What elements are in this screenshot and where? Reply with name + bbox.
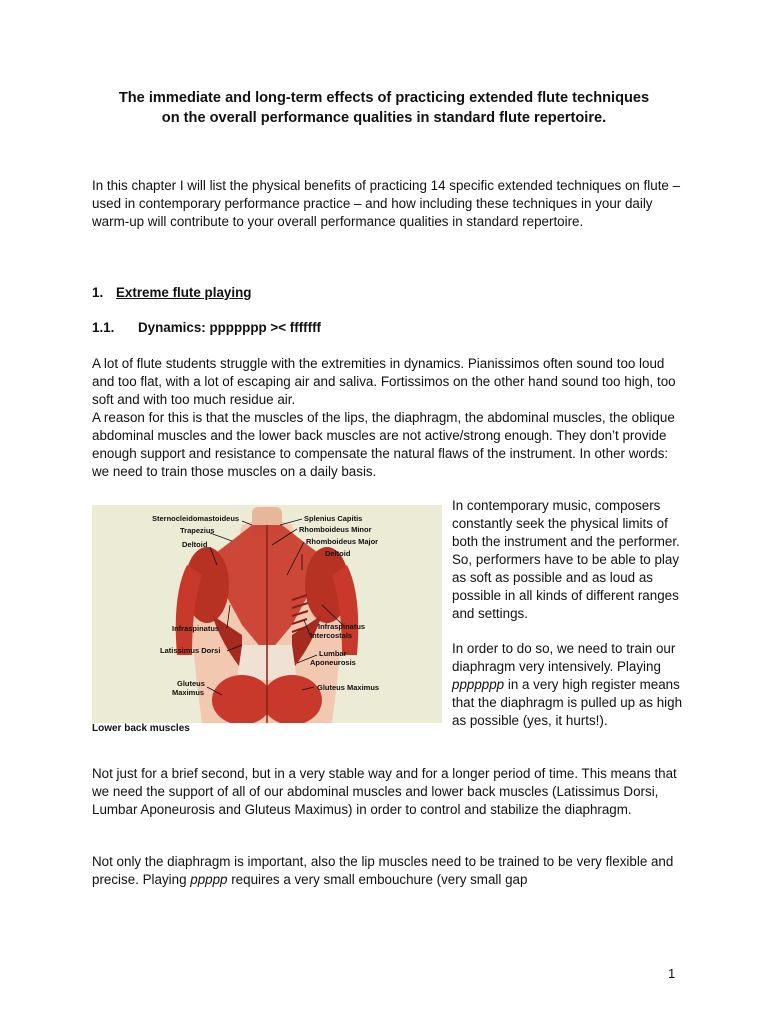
label-splenius: Splenius Capitis (304, 514, 363, 523)
side-paragraph-2-dynamic: ppppppp (452, 677, 505, 692)
label-deltoid-right: Deltoid (325, 549, 351, 558)
label-sternocleidomastoideus: Sternocleidomastoideus (152, 514, 240, 523)
label-gluteus-left-2: Maximus (172, 688, 205, 697)
label-infraspinatus-left: Infraspinatus (172, 624, 220, 633)
title-line-2: on the overall performance qualities in standard flute repertoire. (161, 110, 607, 126)
subsection-title: Dynamics: ppppppp >< fffffff (138, 320, 321, 335)
label-rhomboideus-minor: Rhomboideus Minor (299, 525, 372, 534)
label-gluteus-right: Gluteus Maximus (317, 683, 380, 692)
section-title: Extreme flute playing (116, 285, 252, 300)
lip-muscles-paragraph (92, 853, 682, 889)
label-rhomboideus-major: Rhomboideus Major (306, 537, 379, 546)
title-line-1: The immediate and long-term effects of practicing extended flute techniques (118, 90, 650, 106)
lip-muscles-dynamic: ppppp (190, 872, 228, 887)
label-lumbar-1: Lumbar (319, 649, 347, 658)
lip-muscles-post: requires a very small embouchure (very small gap (227, 872, 528, 887)
section-number: 1. (92, 285, 104, 300)
lip-muscles-pre: Not only the diaphragm is important, also the lip muscles need to be trained to be very flexible and precise. Playing (92, 854, 674, 887)
label-lumbar-2: Aponeurosis (310, 658, 356, 667)
section-heading-1 (92, 284, 251, 302)
label-infraspinatus-right: Infraspinatus (318, 622, 366, 631)
label-intercostals: Intercostals (310, 631, 353, 640)
side-paragraph-2-post: in a very high register means that the diaphragm is pulled up as high as possible (yes, it hurts!). (452, 677, 683, 728)
subsection-heading-1-1 (92, 319, 321, 337)
document-title (80, 88, 688, 128)
back-muscles-illustration (92, 505, 442, 723)
label-deltoid-left: Deltoid (182, 540, 208, 549)
side-paragraph-2-pre: In order to do so, we need to train our diaphragm very intensively. Playing (452, 641, 676, 674)
dynamics-paragraph-b: A reason for this is that the muscles of the lips, the diaphragm, the abdominal muscles, the oblique abdominal muscles and the lower back muscles are not active/strong enough. They don’t provide enough support and resistance to compensate the natural flaws of the instrument. In other words: we need to train those muscles on a daily basis. (92, 410, 675, 479)
dynamics-paragraph (92, 355, 682, 481)
back-muscles-figure (92, 505, 442, 723)
label-trapezius: Trapezius (180, 526, 215, 535)
label-latissimus: Latissimus Dorsi (160, 646, 221, 655)
label-gluteus-left-1: Gluteus (177, 679, 205, 688)
right-gluteus-muscle (262, 675, 322, 723)
side-paragraph-1: In contemporary music, composers constantly seek the physical limits of both the instrument and the performer. So, performers have to be able to play as soft as possible and as loud as possible in all kinds of different ranges and settings. (452, 498, 680, 621)
page-number: 1 (668, 966, 676, 981)
figure-caption: Lower back muscles (92, 723, 190, 734)
support-paragraph: Not just for a brief second, but in a very stable way and for a longer period of time. This means that we need the support of all of our abdominal muscles and lower back muscles (Latissimus Dorsi, Lumbar Aponeurosis and Gluteus Maximus) in order to control and stabilize the diaphragm. (92, 766, 677, 817)
intro-paragraph: In this chapter I will list the physical benefits of practicing 14 specific extended techniques on flute – used in contemporary performance practice – and how including these techniques in your daily warm-up will contribute to your overall performance qualities in standard repertoire. (92, 178, 681, 229)
subsection-number: 1.1. (92, 320, 115, 335)
side-paragraph-2 (452, 640, 684, 730)
dynamics-paragraph-a: A lot of flute students struggle with the extremities in dynamics. Pianissimos often sound too loud and too flat, with a lot of escaping air and saliva. Fortissimos on the other hand sound too high, too soft and with too much residue air. (92, 356, 676, 407)
